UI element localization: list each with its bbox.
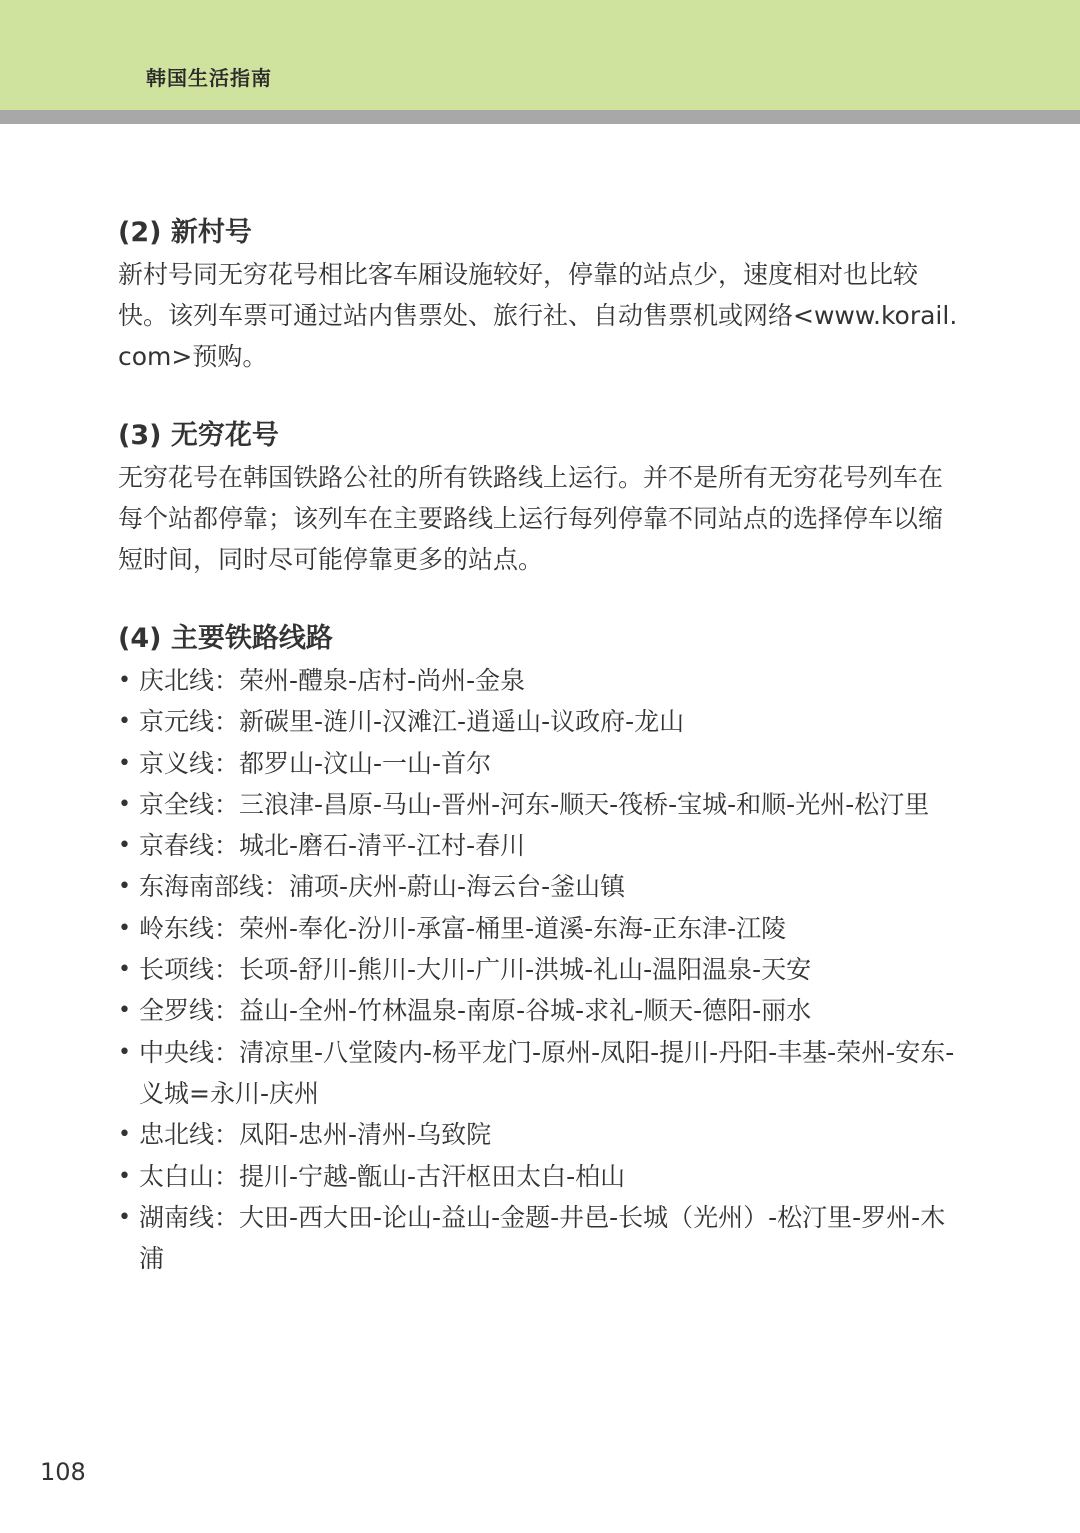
list-item [118, 1156, 958, 1197]
route-text: 京全线：三浪津-昌原-马山-晋州-河东-顺天-筏桥-宝城-和顺-光州-松汀里 [139, 789, 930, 819]
bullet-icon: • [118, 1039, 131, 1065]
bullet-icon: • [118, 668, 131, 693]
section-body: 无穷花号在韩国铁路公社的所有铁路线上运行。并不是所有无穷花号列车在每个站都停靠；该列车在主要路线上运行每列停靠不同站点的选择停车以缩短时间，同时尽可能停靠更多的站点。 [118, 463, 944, 574]
header-divider [0, 110, 1080, 124]
list-item [118, 866, 958, 907]
route-text: 忠北线：凤阳-忠州-清州-乌致院 [139, 1120, 492, 1150]
route-list [118, 660, 958, 1279]
bullet-icon: • [118, 1122, 131, 1148]
route-text: 中央线：清凉里-八堂陵内-杨平龙门-原州-凤阳-提川-丹阳-丰基-荣州-安东-义城=永川-庆州 [139, 1037, 955, 1108]
route-text: 岭东线：荣州-奉化-汾川-承富-桶里-道溪-东海-正东津-江陵 [139, 913, 787, 943]
section-saemaeul [118, 212, 958, 377]
route-text: 湖南线：大田-西大田-论山-益山-金题-井邑-长城（光州）-松汀里-罗州-木浦 [139, 1202, 946, 1274]
bullet-icon: • [118, 957, 131, 983]
section-body: 新村号同无穷花号相比客车厢设施较好，停靠的站点少，速度相对也比较快。该列车票可通过站内售票处、旅行社、自动售票机或网络<www.korail.com>预购。 [118, 260, 958, 371]
bullet-icon: • [118, 915, 131, 941]
section-title: (2) 新村号 [118, 217, 252, 248]
route-text: 京春线：城北-磨石-清平-江村-春川 [139, 831, 526, 861]
header-bar [0, 0, 1080, 110]
bullet-icon: • [118, 1204, 131, 1230]
running-header-title: 韩国生活指南 [146, 66, 272, 90]
page-content [118, 212, 958, 1317]
list-item [118, 949, 958, 990]
bullet-icon: • [118, 1163, 131, 1189]
list-item [118, 990, 958, 1031]
list-item [118, 825, 958, 866]
list-item [118, 1197, 958, 1280]
section-title: (4) 主要铁路线路 [118, 623, 333, 654]
list-item [118, 1114, 958, 1155]
list-item [118, 784, 958, 825]
list-item [118, 1032, 958, 1115]
section-title: (3) 无穷花号 [118, 420, 279, 451]
route-text: 全罗线：益山-全州-竹林温泉-南原-谷城-求礼-顺天-德阳-丽水 [139, 996, 812, 1026]
list-item [118, 701, 958, 742]
list-item [118, 660, 958, 701]
route-text: 京义线：都罗山-汶山-一山-首尔 [139, 748, 492, 778]
list-item [118, 743, 958, 784]
section-main-railway-lines [118, 618, 958, 1279]
route-text: 庆北线：荣州-醴泉-店村-尚州-金泉 [139, 666, 526, 695]
page-number: 108 [40, 1458, 86, 1486]
route-text: 长项线：长项-舒川-熊川-大川-广川-洪城-礼山-温阳温泉-天安 [139, 955, 812, 985]
section-mugunghwa [118, 415, 958, 580]
bullet-icon: • [118, 998, 131, 1024]
bullet-icon: • [118, 750, 131, 776]
list-item [118, 908, 958, 949]
bullet-icon: • [118, 791, 131, 817]
bullet-icon: • [118, 709, 131, 735]
bullet-icon: • [118, 874, 131, 900]
route-text: 东海南部线：浦项-庆州-蔚山-海云台-釜山镇 [139, 872, 626, 902]
route-text: 京元线：新碳里-涟川-汉滩江-逍遥山-议政府-龙山 [139, 707, 685, 737]
route-text: 太白山：提川-宁越-甑山-古汗枢田太白-柏山 [139, 1161, 626, 1191]
bullet-icon: • [118, 833, 131, 859]
